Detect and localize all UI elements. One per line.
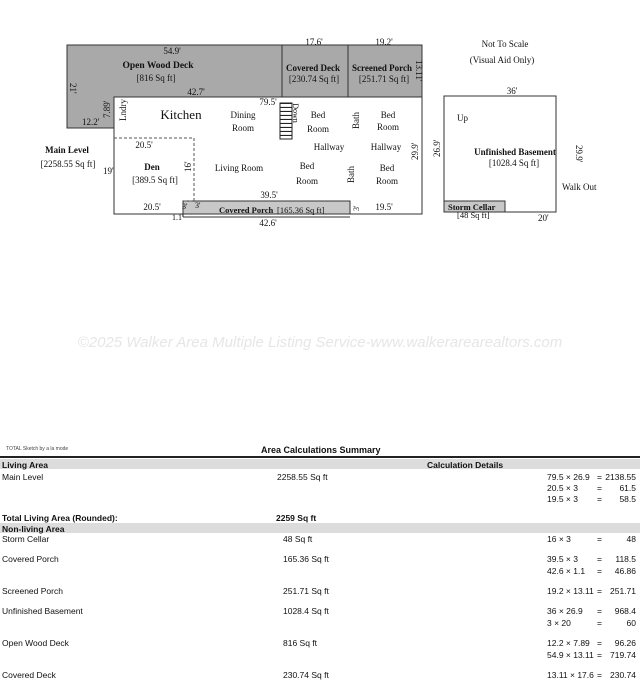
unfinished-basement-label: Unfinished Basement <box>474 147 556 157</box>
covered-porch-label: Covered Porch <box>219 205 274 215</box>
dining-label-2: Room <box>231 123 255 133</box>
summary-title: Area Calculations Summary <box>261 445 381 455</box>
nonliving-row-label: Open Wood Deck <box>2 638 69 648</box>
bed3-label-2: Room <box>295 176 319 186</box>
calc-value: 719.74 <box>610 650 636 660</box>
nonliving-row-area: 251.71 Sq ft <box>283 586 329 596</box>
open-wood-deck-label: Open Wood Deck <box>122 61 194 71</box>
covered-deck-label: Covered Deck <box>285 63 341 73</box>
calc-value: 61.5 <box>619 483 636 493</box>
bed4-label-1: Bed <box>379 163 395 173</box>
calc-expression: 19.5 × 3 <box>547 494 578 504</box>
calc-equals: = <box>597 650 602 660</box>
open-wood-deck-area: [816 Sq ft] <box>136 73 176 83</box>
bed2-label-2: Room <box>376 122 400 132</box>
dim-21: 21' <box>68 83 78 94</box>
nonliving-header-row <box>0 523 640 533</box>
living-area-header-row <box>0 459 640 469</box>
dim-79-5: 79.5' <box>259 97 277 107</box>
calc-equals: = <box>597 606 602 616</box>
up-label: Up <box>457 113 468 123</box>
calc-equals: = <box>597 670 602 680</box>
laundry-label: Lndry <box>118 99 128 121</box>
dim-19: 19' <box>103 166 114 176</box>
screened-porch-label: Screened Porch <box>352 63 412 73</box>
dim-17-6: 17.6' <box>305 37 323 47</box>
calc-equals: = <box>597 554 602 564</box>
main-level-row-label: Main Level <box>2 472 44 482</box>
calc-equals: = <box>597 566 602 576</box>
dim-3-a: 3' <box>182 202 188 211</box>
screened-porch-area: [251.71 Sq ft] <box>358 74 410 84</box>
calc-value: 251.71 <box>610 586 636 596</box>
storm-cellar-area: [48 Sq ft] <box>457 210 490 220</box>
calc-value: 58.5 <box>619 494 636 504</box>
main-level-row-area: 2258.55 Sq ft <box>277 472 328 482</box>
dim-12-2: 12.2' <box>82 117 100 127</box>
calc-expression: 3 × 20 <box>547 618 571 628</box>
nonliving-row-area: 48 Sq ft <box>283 534 313 544</box>
summary-top-rule <box>0 456 640 458</box>
bath2-label: Bath <box>346 166 356 183</box>
bed4-label-2: Room <box>375 176 399 186</box>
calc-value: 96.26 <box>614 638 636 648</box>
calc-expression: 20.5 × 3 <box>547 483 578 493</box>
walk-out-label: Walk Out <box>562 182 597 192</box>
unfinished-basement-area: [1028.4 Sq ft] <box>488 158 540 168</box>
bed2-label-1: Bed <box>380 110 396 120</box>
kitchen-label: Kitchen <box>160 107 202 122</box>
nonliving-row-area: 165.36 Sq ft <box>283 554 329 564</box>
visual-aid-only: (Visual Aid Only) <box>469 55 535 65</box>
bed3-label-1: Bed <box>299 161 315 171</box>
total-living-value: 2259 Sq ft <box>276 513 317 523</box>
nonliving-row-area: 230.74 Sq ft <box>283 670 329 680</box>
bed1-label-1: Bed <box>310 110 326 120</box>
dim-3-b: 3' <box>195 201 201 210</box>
calc-expression: 13.11 × 17.6 <box>547 670 594 680</box>
calc-equals: = <box>597 618 602 628</box>
dim-1-1: 1.1' <box>172 213 184 222</box>
calc-expression: 39.5 × 3 <box>547 554 578 564</box>
calc-equals: = <box>597 586 602 596</box>
calc-expression: 79.5 × 26.9 <box>547 472 590 482</box>
area-calculations-summary <box>0 440 640 687</box>
down-label: Down <box>290 103 300 123</box>
total-living-label: Total Living Area (Rounded): <box>2 513 118 523</box>
dim-3-c: 3' <box>352 205 361 211</box>
not-to-scale: Not To Scale <box>481 39 529 49</box>
dim-26-9: 26.9' <box>432 139 442 157</box>
living-room-label: Living Room <box>214 163 264 173</box>
nonliving-row-label: Covered Deck <box>2 670 56 680</box>
calc-equals: = <box>597 472 602 482</box>
dim-16: 16' <box>183 161 193 172</box>
main-level-area: [2258.55 Sq ft] <box>40 159 96 169</box>
covered-porch-area: [165.36 Sq ft] <box>277 205 325 215</box>
covered-deck-area: [230.74 Sq ft] <box>288 74 340 84</box>
dim-13-11: 13.11' <box>414 60 424 82</box>
nonliving-row-area: 1028.4 Sq ft <box>283 606 329 616</box>
bed1-label-2: Room <box>306 124 330 134</box>
den-area: [389.5 Sq ft] <box>132 175 178 185</box>
sketch-credit: TOTAL Sketch by a la mode <box>6 446 69 452</box>
calc-expression: 16 × 3 <box>547 534 571 544</box>
calc-expression: 54.9 × 13.11 <box>547 650 594 660</box>
dim-29-9: 29.9' <box>410 142 420 160</box>
calc-equals: = <box>597 494 602 504</box>
dim-39-5: 39.5' <box>260 190 278 200</box>
bath1-label: Bath <box>351 112 361 129</box>
calc-value: 48 <box>626 534 636 544</box>
calc-details-header: Calculation Details <box>427 460 504 470</box>
nonliving-row-label: Covered Porch <box>2 554 59 564</box>
dim-36: 36' <box>506 86 518 96</box>
dim-29-9-basement: 29.9' <box>574 145 584 163</box>
dim-42-6: 42.6' <box>259 218 277 228</box>
nonliving-row-label: Unfinished Basement <box>2 606 83 616</box>
calc-value: 230.74 <box>610 670 636 680</box>
watermark: ©2025 Walker Area Multiple Listing Service-www.walkerarearealtors.com <box>77 334 563 351</box>
dim-7-89: 7.89' <box>102 100 112 118</box>
calc-expression: 36 × 26.9 <box>547 606 583 616</box>
dim-20: 20' <box>538 213 549 223</box>
dim-42-7: 42.7' <box>187 87 205 97</box>
dim-19-5: 19.5' <box>375 202 393 212</box>
calc-value: 2138.55 <box>605 472 636 482</box>
living-area-header: Living Area <box>2 460 48 470</box>
calc-expression: 12.2 × 7.89 <box>547 638 590 648</box>
storm-cellar-label: Storm Cellar <box>448 202 496 212</box>
nonliving-header: Non-living Area <box>2 524 65 534</box>
calc-equals: = <box>597 638 602 648</box>
den-label: Den <box>144 162 160 172</box>
calc-equals: = <box>597 534 602 544</box>
calc-expression: 42.6 × 1.1 <box>547 566 586 576</box>
main-level-title: Main Level <box>45 145 89 155</box>
nonliving-row-area: 816 Sq ft <box>283 638 318 648</box>
calc-expression: 19.2 × 13.11 <box>547 586 594 596</box>
calc-equals: = <box>597 483 602 493</box>
calc-value: 46.86 <box>614 566 636 576</box>
dim-20-5-den: 20.5' <box>135 140 153 150</box>
nonliving-row-label: Screened Porch <box>2 586 63 596</box>
nonliving-row-label: Storm Cellar <box>2 534 50 544</box>
hallway1-label: Hallway <box>313 142 345 152</box>
calc-value: 118.5 <box>615 554 636 564</box>
calc-value: 60 <box>626 618 636 628</box>
dim-54-9: 54.9' <box>163 46 181 56</box>
dining-label-1: Dining <box>230 110 256 120</box>
dim-20-5-bottom: 20.5' <box>143 202 161 212</box>
calc-value: 968.4 <box>614 606 636 616</box>
hallway2-label: Hallway <box>370 142 402 152</box>
dim-19-2: 19.2' <box>375 37 393 47</box>
